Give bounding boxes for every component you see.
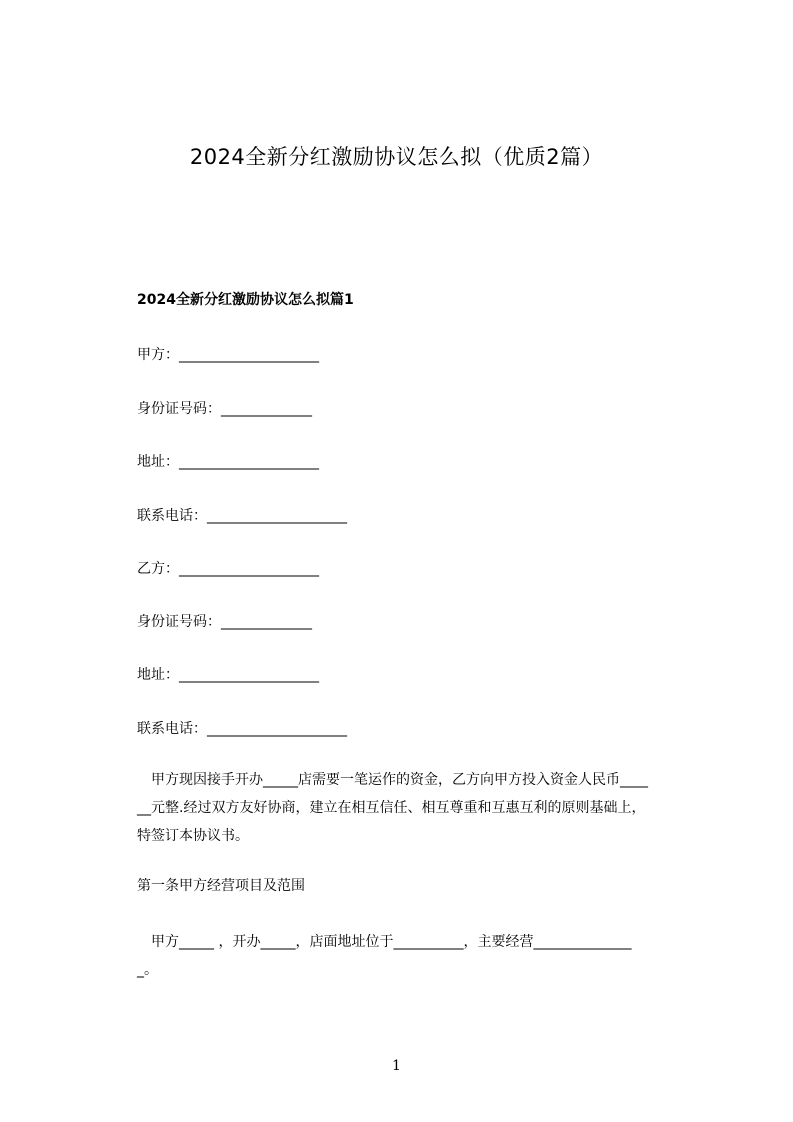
party-b-name-field: 乙方：____________________	[137, 561, 319, 577]
intro-paragraph-line: __元整.经过双方友好协商，建立在相互信任、相互尊重和互惠互利的原则基础上，	[137, 800, 646, 816]
party-a-id-field: 身份证号码：_____________	[137, 401, 312, 417]
intro-paragraph-line: 甲方现因接手开办_____店需要一笔运作的资金，乙方向甲方投入资金人民币____	[137, 772, 648, 788]
article-1-paragraph	[137, 928, 709, 984]
article-1-heading: 第一条甲方经营项目及范围	[137, 878, 305, 894]
party-a-address-field: 地址：____________________	[137, 454, 319, 470]
article-1-paragraph-line: 甲方_____ ，开办_____，店面地址位于__________，主要经营______________	[137, 934, 632, 950]
party-b-id-field: 身份证号码：_____________	[137, 614, 312, 630]
page-number: 1	[392, 1058, 401, 1074]
document-title: 2024全新分红激励协议怎么拟（优质2篇）	[189, 145, 604, 169]
article-1-paragraph-line: _。	[137, 962, 158, 978]
intro-paragraph	[137, 766, 709, 850]
party-b-phone-field: 联系电话：____________________	[137, 721, 347, 737]
party-a-phone-field: 联系电话：____________________	[137, 508, 347, 524]
intro-paragraph-line: 特签订本协议书。	[137, 828, 249, 844]
party-b-address-field: 地址：____________________	[137, 667, 319, 683]
party-a-name-field: 甲方：____________________	[137, 347, 319, 363]
section-heading: 2024全新分红激励协议怎么拟篇1	[137, 292, 354, 308]
